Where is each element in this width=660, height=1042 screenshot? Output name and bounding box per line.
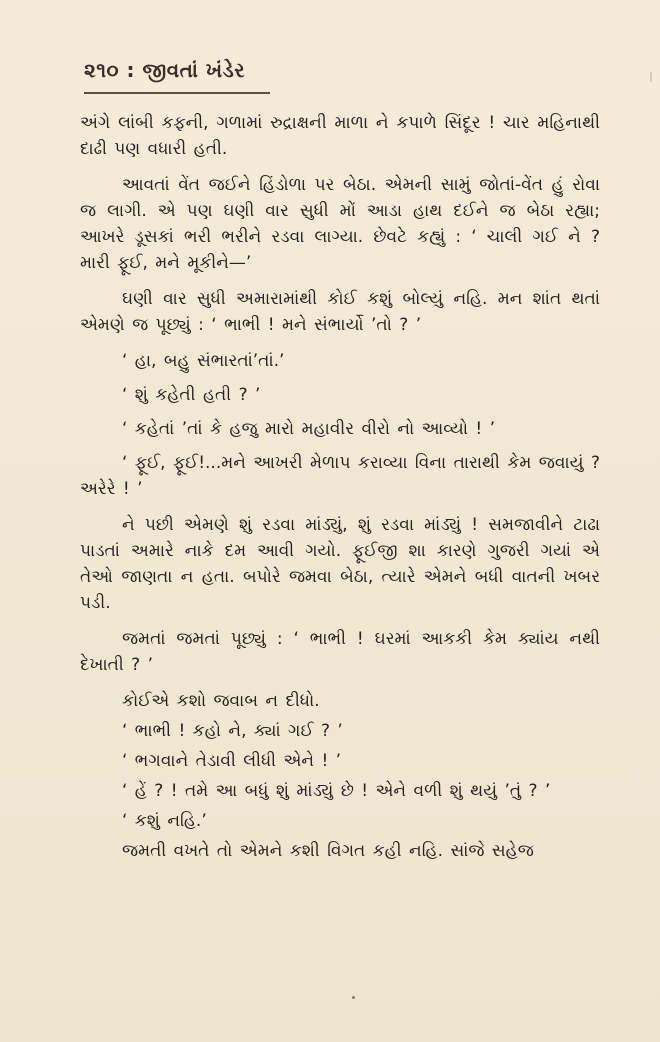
paragraph: જમતાં જમતાં પૂછ્યું : ‘ ભાભી ! ઘરમાં આકકી કેમ ક્યાંય નથી દેખાતી ? ’ bbox=[80, 629, 600, 675]
paragraph: કોઈએ કશો જવાબ ન દીધો. bbox=[122, 691, 320, 711]
page-speck bbox=[352, 996, 355, 999]
dialogue-line: ‘ હેં ? ! તમે આ બધું શું માંડ્યું છે ! એને વળી શું થયું ’તું ? ’ bbox=[122, 781, 551, 801]
running-head-underline bbox=[84, 92, 270, 94]
paragraph: જમતી વખતે તો એમને કશી વિગત કહી નહિ. સાંજે સહેજ bbox=[122, 841, 534, 861]
dialogue-line: ‘ કશું નહિ.’ bbox=[122, 811, 207, 831]
dialogue-line: ‘ હા, બહુ સંભારતાં’તાં.’ bbox=[122, 351, 285, 371]
running-head: ૨૧૦ : જીવતાં ખંડેર bbox=[84, 58, 246, 82]
dialogue-line: ‘ શું કહેતી હતી ? ’ bbox=[122, 385, 261, 405]
dialogue-line: ‘ કહેતાં ’તાં કે હજુ મારો મહાવીર વીરો નો આવ્યો ! ’ bbox=[122, 419, 496, 439]
body-text bbox=[80, 110, 600, 874]
paragraph: ને પછી એમણે શું રડવા માંડ્યું, શું રડવા માંડ્યું ! સમજાવીને ટાઢા પાડતાં અમારે નાકે દમ આવી ગયો. ફૂઈજી શા કારણે ગુજરી ગયાં એ તેઓ જાણતા ન હતા. બપોરે જમવા બેઠા, ત્યારે એમને બધી વાતની ખબર પડી. bbox=[80, 515, 600, 613]
paragraph: અંગે લાંબી કફની, ગળામાં રુદ્રાક્ષની માળા ને કપાળે સિંદૂર ! ચાર મહિનાથી દાઢી પણ વધારી હતી. bbox=[80, 113, 600, 159]
dialogue-line: ‘ ભાભી ! કહો ને, ક્યાં ગઈ ? ’ bbox=[122, 721, 343, 741]
dialogue-line: ‘ ભગવાને તેડાવી લીધી એને ! ’ bbox=[122, 751, 342, 771]
paragraph: આવતાં વેંત જઈને હિંડોળા પર બેઠા. એમની સામું જોતાં-વેંત હું રોવા જ લાગી. એ પણ ઘણી વાર સુધી મોં આડા હાથ દઈને જ બેઠા રહ્યા; આખરે ડૂસકાં ભરી ભરીને રડવા લાગ્યા. છેવટે કહ્યું : ‘ ચાલી ગઈ ને ? મારી ફૂઈ, મને મૂકીને—’ bbox=[80, 175, 600, 273]
dialogue-paragraph: ‘ ફૂઈ, ફૂઈ!...મને આખરી મેળાપ કરાવ્યા વિના તારાથી કેમ જવાયું ? અરેરે ! ’ bbox=[80, 453, 600, 499]
paragraph: ઘણી વાર સુધી અમારામાંથી કોઈ કશું બોલ્યું નહિ. મન શાંત થતાં એમણે જ પૂછ્યું : ‘ ભાભી ! મને સંભાર્યો ’તો ? ’ bbox=[80, 289, 600, 335]
page-edge-mark bbox=[650, 72, 652, 82]
